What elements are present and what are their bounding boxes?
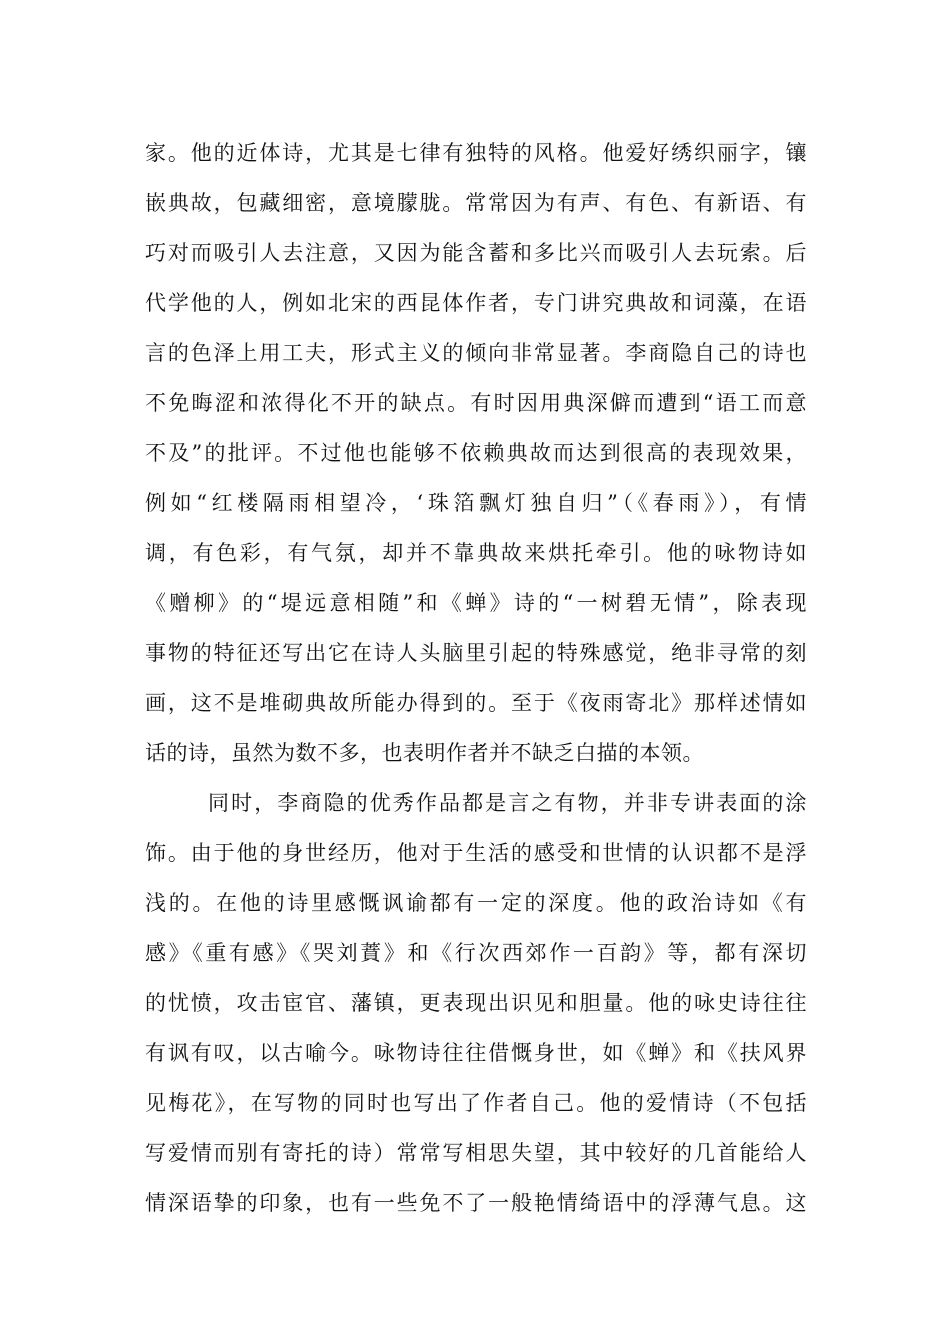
text-line: 情深语挚的印象，也有一些免不了一般艳情绮语中的浮薄气息。这	[145, 1191, 807, 1215]
text-line: 感》《重有感》《哭刘蕡》和《行次西郊作一百韵》等，都有深切	[145, 941, 807, 965]
text-line: 见梅花》，在写物的同时也写出了作者自己。他的爱情诗（不包括	[145, 1091, 807, 1115]
text-line: 调，有色彩，有气氛，却并不靠典故来烘托牵引。他的咏物诗如	[145, 541, 807, 565]
text-line: 话的诗，虽然为数不多，也表明作者并不缺乏白描的本领。	[145, 741, 704, 765]
text-line: 写爱情而别有寄托的诗）常常写相思失望，其中较好的几首能给人	[145, 1141, 807, 1165]
text-line: 的忧愤，攻击宦官、藩镇，更表现出识见和胆量。他的咏史诗往往	[145, 991, 807, 1015]
text-line: 浅的。在他的诗里感慨讽谕都有一定的深度。他的政治诗如《有	[145, 891, 807, 915]
text-line: 不免晦涩和浓得化不开的缺点。有时因用典深僻而遭到“语工而意	[145, 391, 807, 415]
text-line: 画，这不是堆砌典故所能办得到的。至于《夜雨寄北》那样述情如	[145, 691, 807, 715]
text-line: 例如“红楼隔雨相望冷，‘珠箔飘灯独自归”（《春雨》），有情	[145, 491, 807, 515]
text-line: 言的色泽上用工夫，形式主义的倾向非常显著。李商隐自己的诗也	[145, 341, 807, 365]
text-line: 《赠柳》的“堤远意相随”和《蝉》诗的“一树碧无情”，除表现	[145, 591, 807, 615]
text-line: 同时，李商隐的优秀作品都是言之有物，并非专讲表面的涂	[208, 791, 807, 815]
text-line: 不及”的批评。不过他也能够不依赖典故而达到很高的表现效果，	[145, 441, 807, 465]
text-line: 家。他的近体诗，尤其是七律有独特的风格。他爱好绣织丽字，镶	[145, 141, 807, 165]
text-line: 有讽有叹，以古喻今。咏物诗往往借慨身世，如《蝉》和《扶风界	[145, 1041, 807, 1065]
text-line: 饰。由于他的身世经历，他对于生活的感受和世情的认识都不是浮	[145, 841, 807, 865]
text-line: 代学他的人，例如北宋的西昆体作者，专门讲究典故和词藻，在语	[145, 291, 807, 315]
text-line: 嵌典故，包藏细密，意境朦胧。常常因为有声、有色、有新语、有	[145, 191, 807, 215]
text-line: 事物的特征还写出它在诗人头脑里引起的特殊感觉，绝非寻常的刻	[145, 641, 807, 665]
text-line: 巧对而吸引人去注意，又因为能含蓄和多比兴而吸引人去玩索。后	[145, 241, 807, 265]
